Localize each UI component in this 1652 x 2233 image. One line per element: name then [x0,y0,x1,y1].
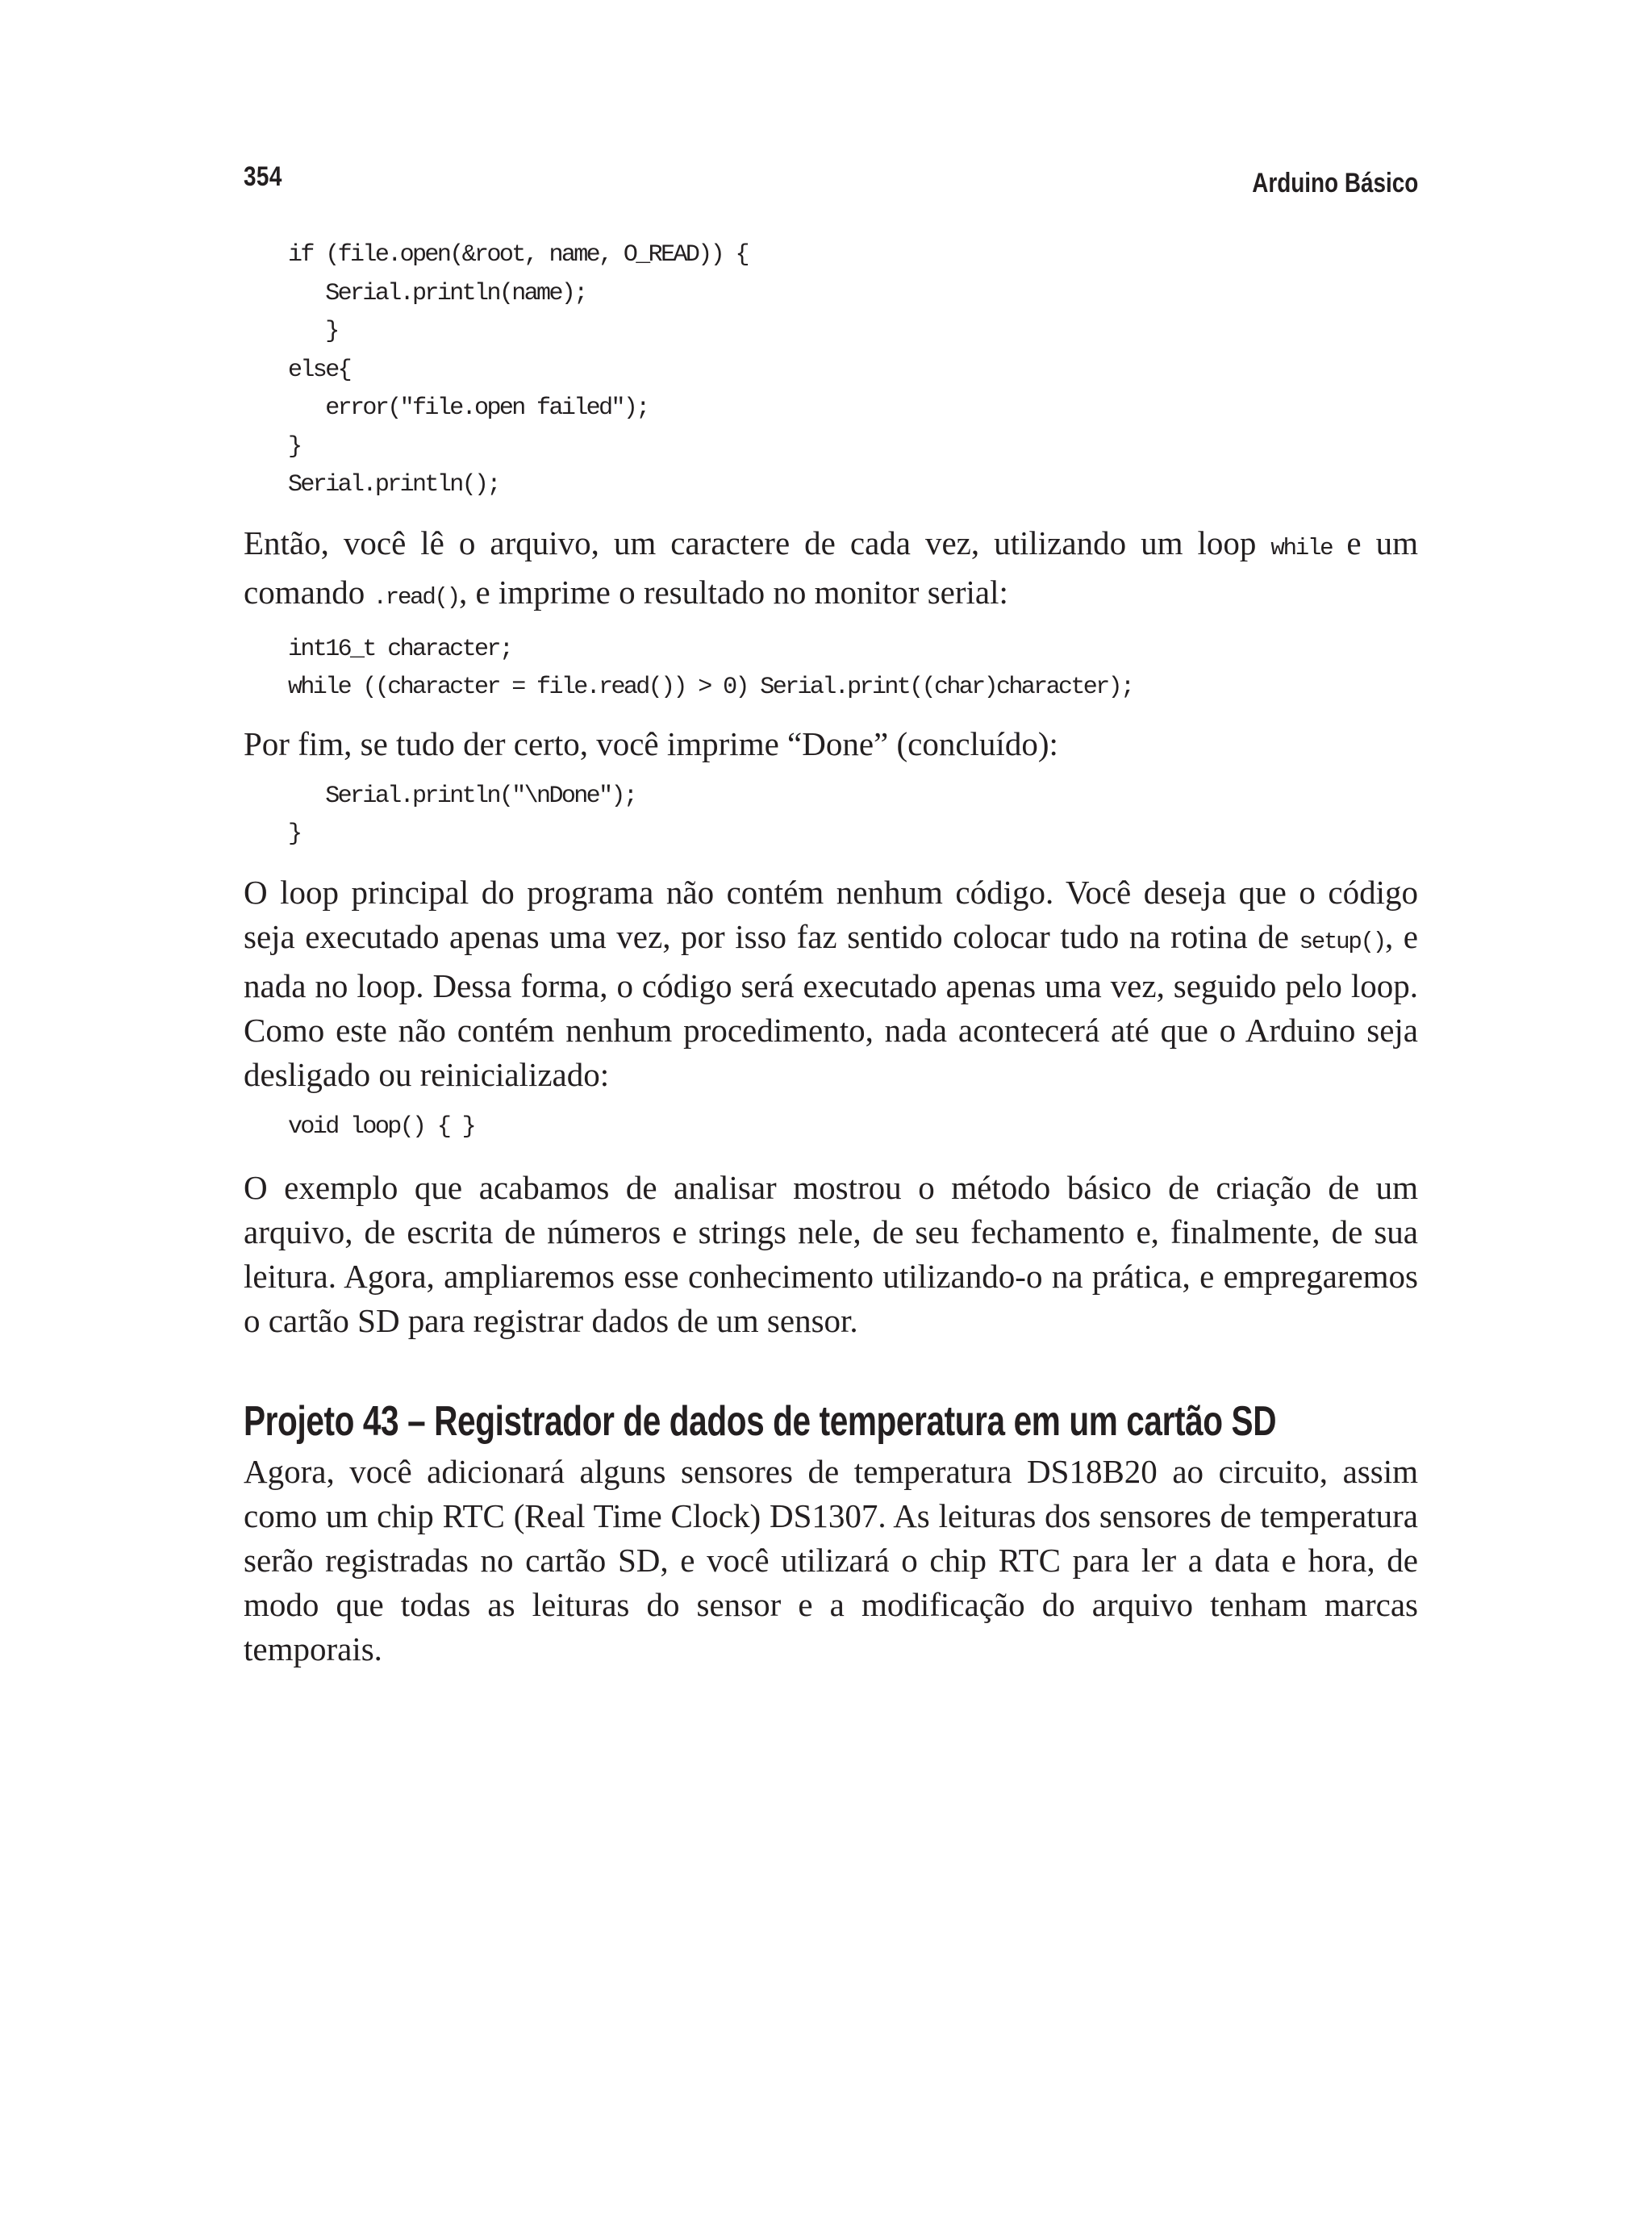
paragraph-text: , e nada no loop. Dessa forma, o código será executado apenas uma vez, seguido pelo loop. Como este não contém nenhum procedimento, nada acontecerá até que o Arduino seja desligado ou reinicializado: [244,917,1418,1093]
code-block: int16_t character; while ((character = file.read()) > 0) Serial.print((char)character); [288,635,1133,701]
section-heading: Projeto 43 – Registrador de dados de temperatura em um cartão SD [244,1398,1277,1445]
code-block: if (file.open(&root, name, O_READ)) { Serial.println(name); } else{ error("file.open failed"); } Serial.println(); [288,241,748,499]
paragraph-text: Então, você lê o arquivo, um caractere de cada vez, utilizando um loop [244,524,1271,561]
inline-code: while [1270,534,1333,561]
body-paragraph [244,521,1418,620]
code-block: Serial.println("\nDone"); } [288,782,636,848]
paragraph-text: e um comando [244,524,1418,611]
body-paragraph [244,870,1418,1097]
page-content [244,236,1418,1672]
body-paragraph: Agora, você adicionará alguns sensores de temperatura DS18B20 ao circuito, assim como um chip RTC (Real Time Clock) DS1307. As leituras dos sensores de temperatura serão registradas no cartão SD, e você utilizará o chip RTC para ler a data e hora, de modo que todas as leituras do sensor e a modificação do arquivo tenham marcas temporais. [244,1453,1418,1667]
inline-code: setup() [1299,928,1385,955]
body-paragraph: O exemplo que acabamos de analisar mostrou o método básico de criação de um arquivo, de escrita de números e strings nele, de seu fechamento e, finalmente, de sua leitura. Agora, ampliaremos esse conhecimento utilizando-o na prática, e empregaremos o cartão SD para registrar dados de um sensor. [244,1169,1418,1339]
code-block: void loop() { } [288,1112,475,1141]
paragraph-text: , e imprime o resultado no monitor serial: [458,573,1008,611]
page-number: 354 [244,161,282,192]
body-paragraph: Por fim, se tudo der certo, você imprime “Done” (concluído): [244,724,1058,762]
running-header: Arduino Básico [1251,168,1418,198]
paragraph-text: O loop principal do programa não contém nenhum código. Você deseja que o código seja executado apenas uma vez, por isso faz sentido colocar tudo na rotina de [244,873,1418,955]
inline-code: .read() [373,583,459,611]
